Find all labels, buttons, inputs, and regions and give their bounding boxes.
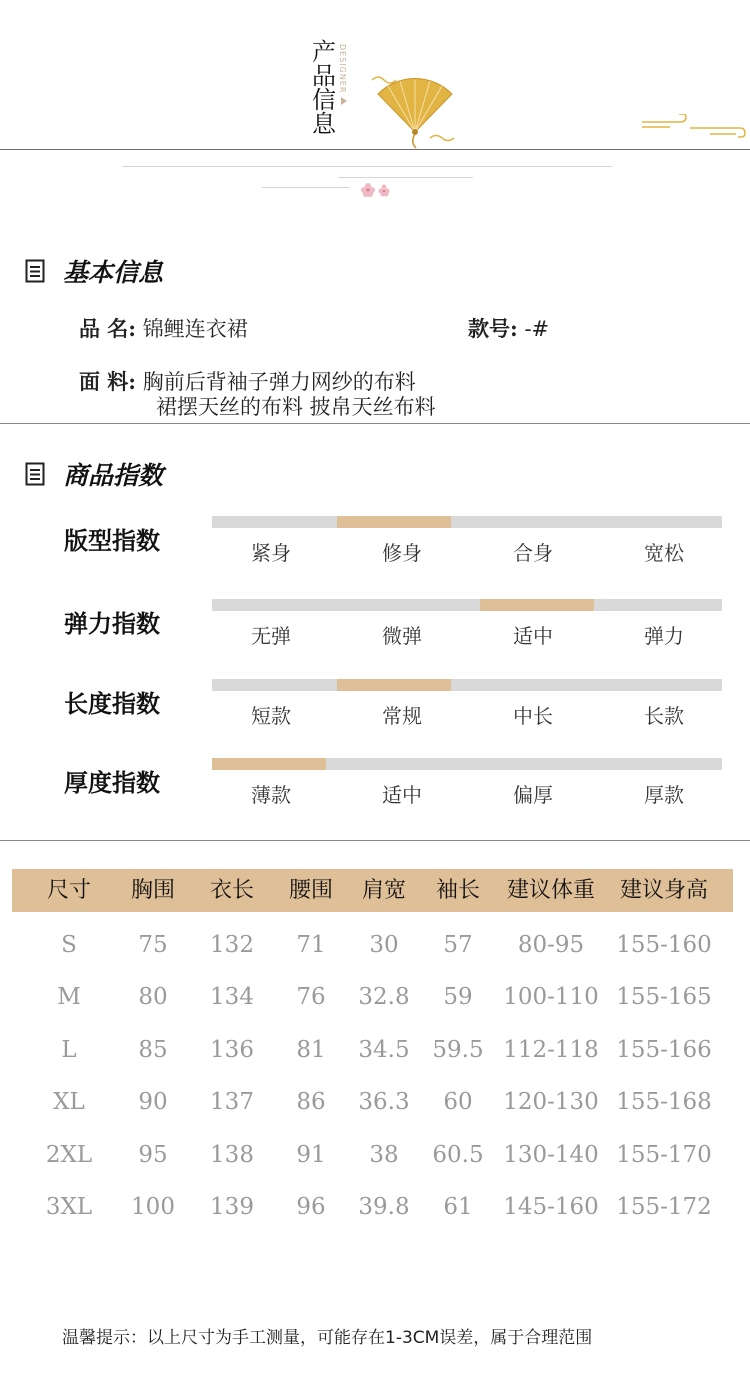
section-title: 商品指数 [63,461,164,490]
table-cell: 75 [138,932,168,958]
style-number-value: -# [524,317,550,341]
page-header [0,0,750,230]
table-cell: 139 [210,1194,254,1220]
index-option: 厚款 [644,783,684,807]
title-char: 信 [312,86,336,114]
table-header-cell: 肩宽 [361,878,406,903]
index-bar [212,758,722,770]
table-cell: 112-118 [503,1036,599,1063]
index-option: 宽松 [644,541,684,565]
fabric-value-2: 裙摆天丝的布料 披帛天丝布料 [156,395,436,419]
table-cell: S [61,932,77,958]
table-cell: 59.5 [432,1036,484,1063]
table-header-cell: 建议体重 [506,878,595,903]
table-cell: 36.3 [358,1089,410,1116]
table-header-cell: 袖长 [435,878,480,903]
table-cell: 96 [296,1194,326,1220]
table-cell: 76 [296,984,326,1011]
product-name-label: 品 名: [79,316,137,341]
table-cell: 155-172 [616,1194,712,1220]
document-icon [25,462,45,486]
table-header-cell: 尺寸 [46,878,91,903]
divider [338,177,473,178]
table-cell: 155-168 [616,1089,712,1116]
index-option: 常规 [382,704,422,728]
index-option: 适中 [513,624,553,648]
fabric-label: 面 料: [79,369,137,394]
table-cell: 60 [443,1089,473,1116]
divider [122,166,612,167]
table-cell: 137 [210,1089,254,1116]
index-option: 无弹 [251,624,291,648]
table-cell: 134 [210,984,254,1011]
table-cell: 155-170 [616,1141,712,1168]
style-number-label: 款号: [468,316,518,341]
table-cell: 71 [296,932,326,958]
table-header-cell: 衣长 [209,878,254,903]
divider [262,187,350,188]
table-cell: 100-110 [503,984,599,1011]
table-cell: L [61,1036,77,1063]
fabric-value-1: 胸前后背袖子弹力网纱的布料 [142,370,416,394]
table-cell: 120-130 [503,1089,599,1116]
table-cell: 80-95 [517,932,585,958]
index-option: 适中 [382,783,422,807]
table-cell: 90 [138,1089,168,1116]
index-option: 偏厚 [513,783,553,807]
table-cell: 61 [443,1194,473,1220]
product-info-title [309,40,339,136]
table-cell: 3XL [45,1194,93,1220]
product-name-line [79,313,248,343]
basic-info-header [25,256,163,286]
title-char: 息 [312,110,336,138]
index-label: 厚度指数 [64,768,160,797]
index-bar [212,516,722,528]
table-cell: 30 [369,932,399,958]
index-option: 中长 [513,704,553,728]
table-cell: 60.5 [432,1141,484,1168]
table-cell: 81 [296,1036,326,1063]
blossom-icon [359,180,395,200]
table-cell: 145-160 [503,1194,599,1220]
product-name-value: 锦鲤连衣裙 [142,317,248,341]
section-title: 基本信息 [63,258,164,287]
index-bar-selected [337,516,451,528]
table-cell: 39.8 [358,1194,410,1220]
measurement-tip: 温馨提示：以上尺寸为手工测量，可能存在1-3CM误差，属于合理范围 [62,1328,593,1348]
index-option: 弹力 [644,624,684,648]
index-option: 薄款 [251,783,291,807]
table-cell: 155-166 [616,1036,712,1063]
table-cell: 2XL [45,1141,93,1168]
document-icon [25,259,45,283]
table-header-cell: 腰围 [288,878,333,903]
title-char: 品 [312,62,336,90]
table-header-cell: 胸围 [130,878,175,903]
table-cell: 130-140 [503,1141,599,1168]
table-cell: 91 [296,1141,326,1168]
table-cell: 86 [296,1089,326,1116]
table-cell: M [57,984,81,1011]
table-header-cell: 建议身高 [619,878,708,903]
table-cell: 85 [138,1036,168,1063]
style-number-line [468,313,549,343]
section-divider [0,423,750,424]
table-cell: 57 [443,932,473,958]
index-label: 弹力指数 [64,609,160,638]
cloud-ornament-icon [640,114,748,144]
divider [0,149,750,150]
product-index-header [25,459,163,489]
table-cell: 59 [443,984,473,1011]
index-bar-selected [212,758,326,770]
index-option: 微弹 [382,624,422,648]
table-cell: 34.5 [358,1036,410,1063]
section-divider [0,840,750,841]
index-label: 长度指数 [64,689,160,718]
table-cell: XL [53,1089,85,1116]
index-option: 短款 [251,704,291,728]
table-cell: 155-165 [616,984,712,1011]
index-label: 版型指数 [64,526,160,555]
table-cell: 95 [138,1141,168,1168]
index-bar [212,599,722,611]
index-option: 修身 [382,541,422,565]
table-cell: 132 [210,932,254,958]
index-bar [212,679,722,691]
table-cell: 136 [210,1036,254,1063]
index-bar-selected [480,599,594,611]
title-char: 产 [312,38,336,66]
triangle-icon [341,97,347,105]
index-option: 长款 [644,704,684,728]
table-cell: 38 [369,1141,399,1168]
golden-fan-icon [370,72,460,150]
table-cell: 100 [131,1194,175,1220]
index-option: 紧身 [251,541,291,565]
index-bar-selected [337,679,451,691]
index-option: 合身 [513,541,553,565]
designer-label: DESIGNER [338,44,347,94]
table-cell: 32.8 [358,984,410,1011]
table-cell: 80 [138,984,168,1011]
table-cell: 138 [210,1141,254,1168]
table-cell: 155-160 [616,932,712,958]
